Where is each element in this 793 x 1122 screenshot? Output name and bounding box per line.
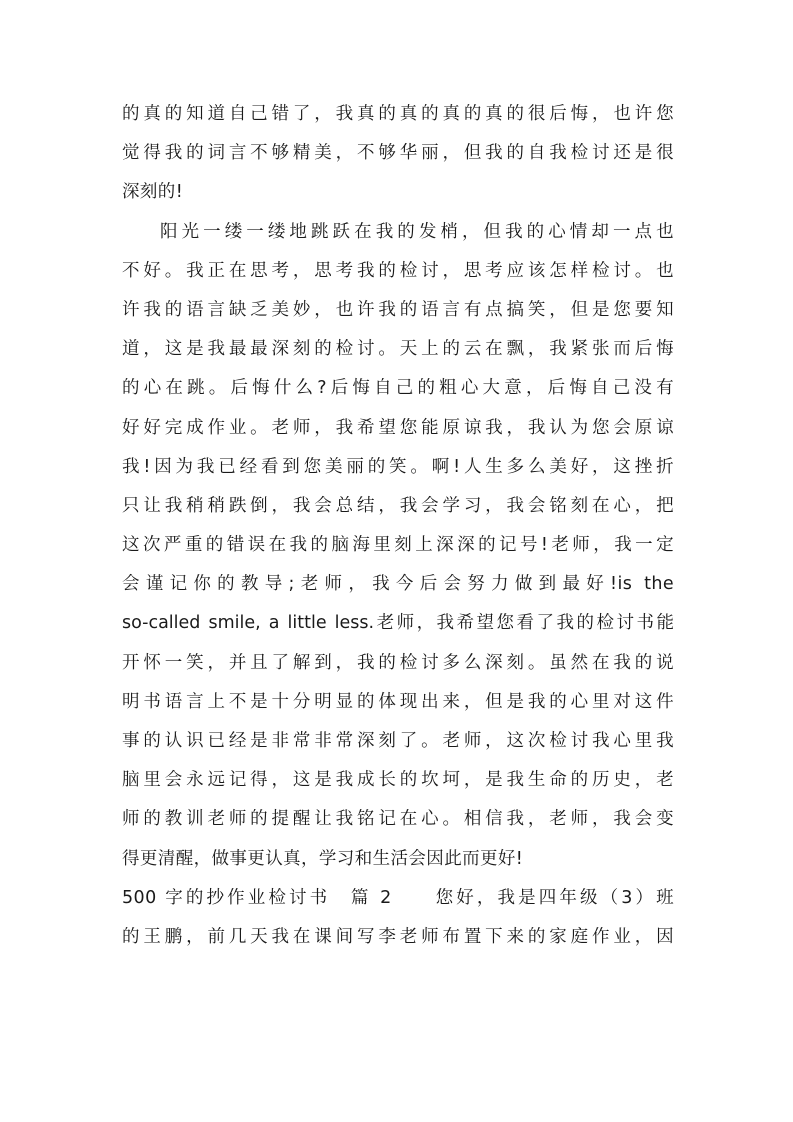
section-heading-line: 500 字的抄作业检讨书 篇 2 您好，我是四年级（3）班: [122, 887, 674, 908]
text-line: 明书语言上不是十分明显的体现出来，但是我的心里对这件: [122, 691, 674, 712]
text-line: 只让我稍稍跌倒，我会总结，我会学习，我会铭刻在心，把: [122, 495, 674, 516]
text-line: 道，这是我最最深刻的检讨。天上的云在飘，我紧张而后悔: [122, 339, 674, 360]
text-line: 深刻的!: [122, 182, 184, 203]
text-line: 脑里会永远记得，这是我成长的坎坷，是我生命的历史，老: [122, 770, 674, 791]
text-line: 许我的语言缺乏美妙，也许我的语言有点搞笑，但是您要知: [122, 299, 674, 320]
body-text: [122, 95, 674, 957]
text-line: 觉得我的词言不够精美，不够华丽，但我的自我检讨还是很: [122, 143, 674, 164]
paragraph-first-line: 阳光一缕一缕地跳跃在我的发梢，但我的心情却一点也: [160, 221, 674, 242]
text-line: 事的认识已经是非常非常深刻了。老师，这次检讨我心里我: [122, 731, 674, 751]
text-line: 的心在跳。后悔什么?后悔自己的粗心大意，后悔自己没有: [122, 378, 674, 399]
text-line: 好好完成作业。老师，我希望您能原谅我，我认为您会原谅: [122, 417, 674, 438]
text-line: 的真的知道自己错了，我真的真的真的真的很后悔，也许您: [122, 104, 674, 124]
text-line: 这次严重的错误在我的脑海里刻上深深的记号!老师，我一定: [122, 535, 674, 556]
text-line: 开怀一笑，并且了解到，我的检讨多么深刻。虽然在我的说: [122, 652, 674, 673]
text-line: 会谨记你的教导;老师，我今后会努力做到最好!is the: [122, 574, 674, 595]
text-line: 得更清醒，做事更认真，学习和生活会因此而更好!: [122, 848, 524, 869]
text-line: 不好。我正在思考，思考我的检讨，思考应该怎样检讨。也: [122, 260, 674, 281]
text-line: 的王鹏，前几天我在课间写李老师布置下来的家庭作业，因: [122, 926, 674, 947]
text-line: 我!因为我已经看到您美丽的笑。啊!人生多么美好，这挫折: [122, 456, 674, 477]
text-line: so-called smile, a little less.老师，我希望您看了我的检讨书能: [122, 613, 674, 634]
text-line: 师的教训老师的提醒让我铭记在心。相信我，老师，我会变: [122, 809, 674, 830]
